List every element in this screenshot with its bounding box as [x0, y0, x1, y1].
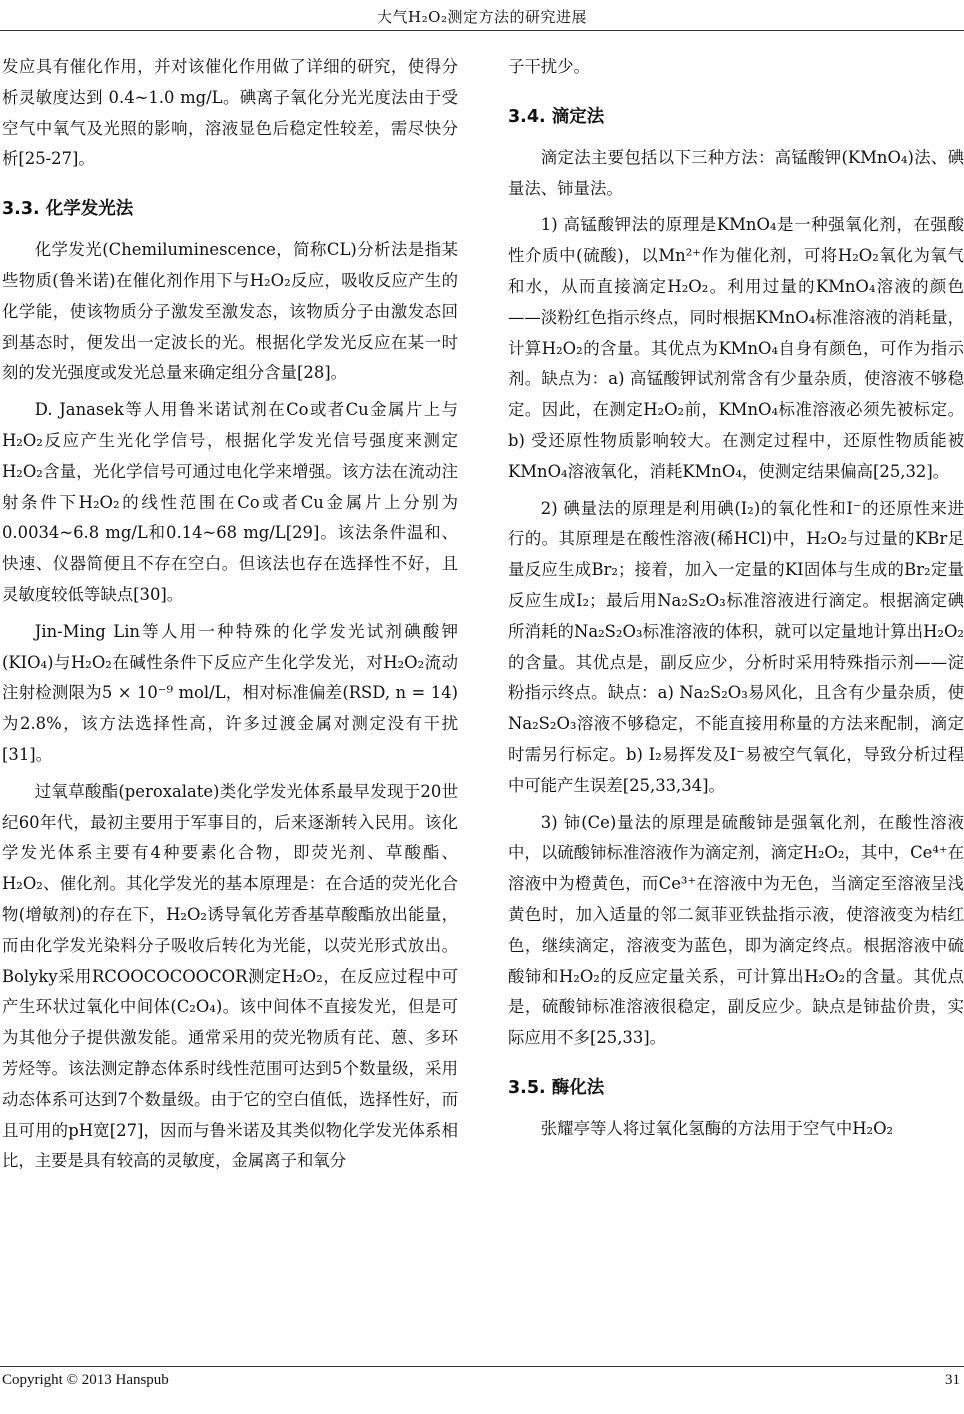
right-column: [508, 52, 964, 1151]
paragraph: D. Janasek等人用鲁米诺试剂在Co或者Cu金属片上与H₂O₂反应产生光化学信号，根据化学发光信号强度来测定H₂O₂含量，光化学信号可通过电化学来增强。该方法在流动注射条件下H₂O₂的线性范围在Co或者Cu金属片上分别为0.0034~6.8 mg/L和0.14~68 mg/L[29]。该法条件温和、快速、仪器简便且不存在空白。但该法也存在选择性不好，且灵敏度较低等缺点[30]。: [2, 400, 458, 604]
paragraph: 1) 高锰酸钾法的原理是KMnO₄是一种强氧化剂，在强酸性介质中(硫酸)，以Mn²⁺作为催化剂，可将H₂O₂氧化为氧气和水，从而直接滴定H₂O₂。利用过量的KMnO₄溶液的颜色——淡粉红色指示终点，同时根据KMnO₄标准溶液的消耗量，计算H₂O₂的含量。其优点为KMnO₄自身有颜色，可作为指示剂。缺点为：a) 高锰酸钾试剂常含有少量杂质，使溶液不够稳定。因此，在测定H₂O₂前，KMnO₄标准溶液必须先被标定。b) 受还原性物质影响较大。在测定过程中，还原性物质能被KMnO₄溶液氧化，消耗KMnO₄，使测定结果偏高[25,32]。: [508, 215, 964, 481]
page-footer: [0, 1366, 964, 1396]
copyright: Copyright © 2013 Hanspub: [2, 1372, 169, 1388]
paragraph: 3) 铈(Ce)量法的原理是硫酸铈是强氧化剂，在酸性溶液中，以硫酸铈标准溶液作为滴定剂，滴定H₂O₂，其中，Ce⁴⁺在溶液中为橙黄色，而Ce³⁺在溶液中为无色，当滴定至溶液呈浅黄色时，加入适量的邻二氮菲亚铁盐指示液，使溶液变为桔红色，继续滴定，溶液变为蓝色，即为滴定终点。根据溶液中硫酸铈和H₂O₂的反应定量关系，可计算出H₂O₂的含量。其优点是，硫酸铈标准溶液很稳定，副反应少。缺点是铈盐价贵，实际应用不多[25,33]。: [508, 812, 964, 1048]
paragraph-continued: 子干扰少。: [508, 57, 590, 76]
header-rule: [0, 30, 964, 31]
paragraph: 过氧草酸酯(peroxalate)类化学发光体系最早发现于20世纪60年代，最初主要用于军事目的，后来逐渐转入民用。该化学发光体系主要有4种要素化合物，即荧光剂、草酸酯、H₂O₂、催化剂。其化学发光的基本原理是：在合适的荧光化合物(增敏剂)的存在下，H₂O₂诱导氧化芳香基草酸酯放出能量，而由化学发光染料分子吸收后转化为光能，以荧光形式放出。Bolyky采用RCOOCOCOOCOR测定H₂O₂，在反应过程中可产生环状过氧化中间体(C₂O₄)。该中间体不直接发光，但是可为其他分子提供激发能。通常采用的荧光物质有芘、蒽、多环芳烃等。该法测定静态体系时线性范围可达到5个数量级，采用动态体系可达到7个数量级。由于它的空白值低，选择性好，而且可用的pH宽[27]，因而与鲁米诺及其类似物化学发光体系相比，主要是具有较高的灵敏度，金属离子和氧分: [2, 781, 458, 1171]
paragraph: Jin-Ming Lin等人用一种特殊的化学发光试剂碘酸钾(KIO₄)与H₂O₂在碱性条件下反应产生化学发光，对H₂O₂流动注射检测限为5 × 10⁻⁹ mol/L，相对标准偏差(RSD, n = 14)为2.8%，该方法选择性高，许多过渡金属对测定没有干扰[31]。: [2, 621, 458, 764]
section-heading-3-5: 3.5. 酶化法: [508, 1077, 605, 1098]
paragraph: 滴定法主要包括以下三种方法：高锰酸钾(KMnO₄)法、碘量法、铈量法。: [508, 147, 964, 198]
page-number: 31: [945, 1372, 960, 1388]
running-title: 大气H₂O₂测定方法的研究进展: [377, 8, 587, 26]
section-heading-3-4: 3.4. 滴定法: [508, 106, 605, 127]
footer-rule: [0, 1366, 964, 1367]
paragraph-continued: 发应具有催化作用，并对该催化作用做了详细的研究，使得分析灵敏度达到 0.4~1.0 mg/L。碘离子氧化分光光度法由于受空气中氧气及光照的影响，溶液显色后稳定性较差，需尽快分析[25-27]。: [2, 57, 458, 169]
section-heading-3-3: 3.3. 化学发光法: [2, 199, 134, 220]
left-column: [2, 52, 458, 1183]
paragraph: 张耀亭等人将过氧化氢酶的方法用于空气中H₂O₂: [540, 1118, 894, 1138]
paragraph: 化学发光(Chemiluminescence，简称CL)分析法是指某些物质(鲁米诺)在催化剂作用下与H₂O₂反应，吸收反应产生的化学能，使该物质分子激发至激发态，该物质分子由激发态回到基态时，便发出一定波长的光。根据化学发光反应在某一时刻的发光强度或发光总量来确定组分含量[28]。: [2, 240, 458, 383]
paragraph: 2) 碘量法的原理是利用碘(I₂)的氧化性和I⁻的还原性来进行的。其原理是在酸性溶液(稀HCl)中，H₂O₂与过量的KBr足量反应生成Br₂；接着，加入一定量的KI固体与生成的Br₂定量反应生成I₂；最后用Na₂S₂O₃标准溶液进行滴定。根据滴定碘所消耗的Na₂S₂O₃标准溶液的体积，就可以定量地计算出H₂O₂的含量。其优点是，副反应少，分析时采用特殊指示剂——淀粉指示终点。缺点：a) Na₂S₂O₃易风化，且含有少量杂质，使Na₂S₂O₃溶液不够稳定，不能直接用称量的方法来配制，滴定时需另行标定。b) I₂易挥发及I⁻易被空气氧化，导致分析过程中可能产生误差[25,33,34]。: [508, 498, 964, 795]
